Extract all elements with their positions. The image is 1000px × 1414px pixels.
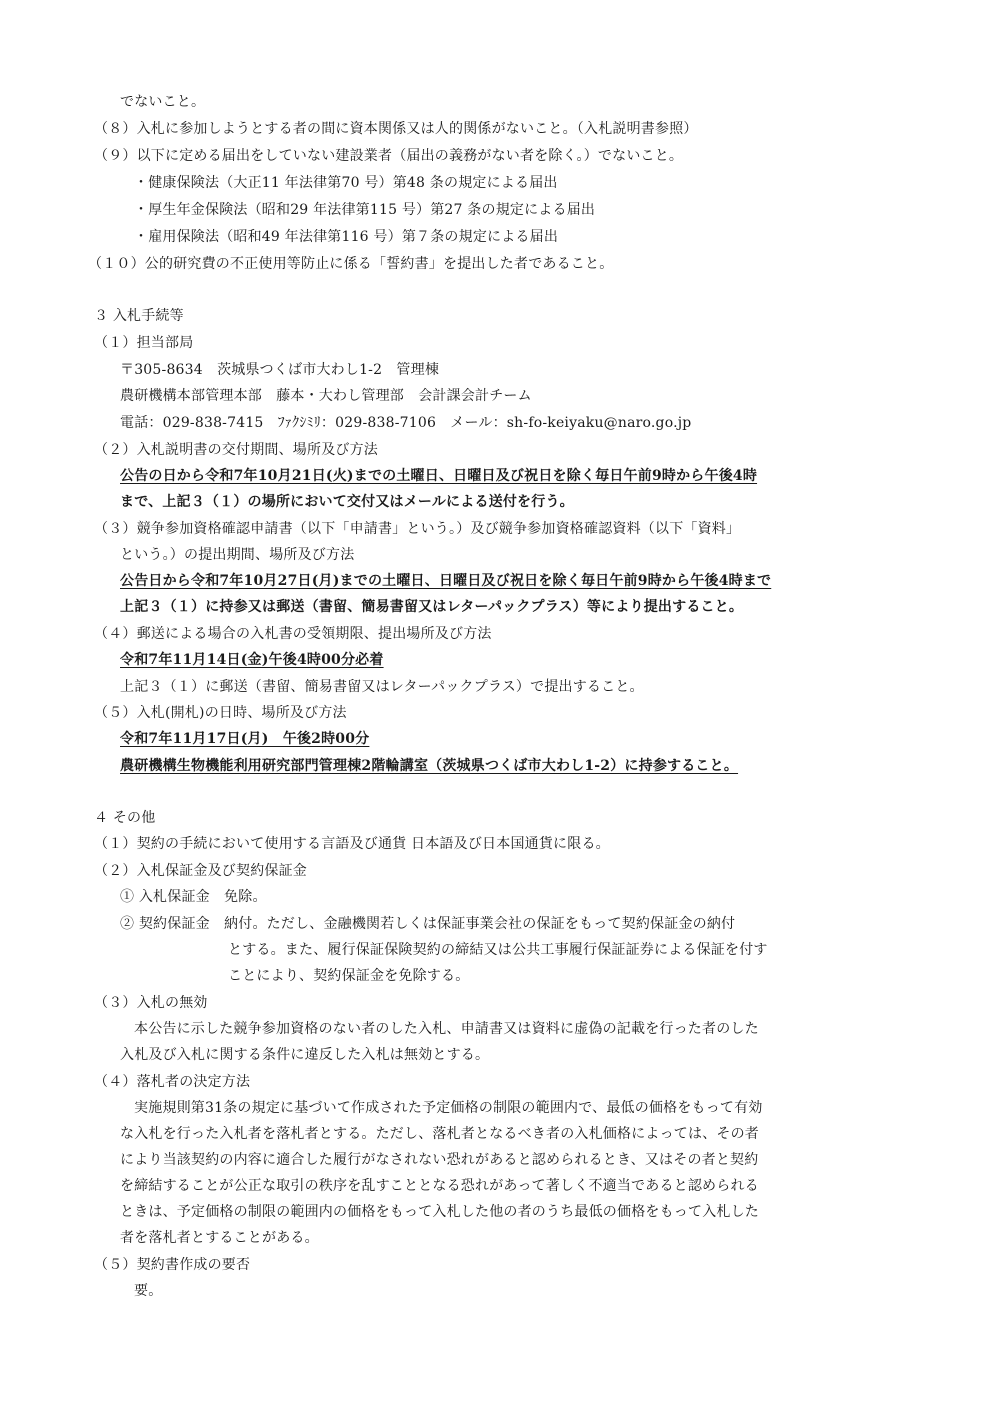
office-contact: 電話：029-838-7415 ﾌｧｸｼﾐﾘ：029-838-7106 メール：sh-fo-keiyaku@naro.go.jp — [120, 415, 692, 431]
distribution-method: まで、上記３（１）の場所において交付又はメールによる送付を行う。 — [120, 494, 574, 510]
bid-bond: ① 入札保証金 免除。 — [120, 889, 267, 905]
section-3-5-heading: （５）入札(開札)の日時、場所及び方法 — [94, 705, 347, 721]
section-4-4-heading: （４）落札者の決定方法 — [94, 1074, 251, 1090]
award-line-6: 者を落札者とすることがある。 — [120, 1230, 319, 1246]
item-9: （９）以下に定める届出をしていない建設業者（届出の義務がない者を除く。）でないこと。 — [94, 148, 684, 164]
submission-period: 公告日から令和7年10月27日(月)までの土曜日、日曜日及び祝日を除く毎日午前9時から午後4時まで — [120, 573, 772, 589]
item-8: （８）入札に参加しようとする者の間に資本関係又は人的関係がないこと。（入札説明書参照） — [94, 121, 698, 137]
item-9-employment-insurance: ・雇用保険法（昭和49 年法律第116 号）第７条の規定による届出 — [134, 229, 559, 245]
section-3-heading: ３ 入札手続等 — [94, 308, 184, 324]
section-4-1: （１）契約の手続において使用する言語及び通貨 日本語及び日本国通貨に限る。 — [94, 836, 610, 852]
office-department: 農研機構本部管理本部 藤本・大わし管理部 会計課会計チーム — [120, 388, 532, 404]
section-3-4-heading: （４）郵送による場合の入札書の受領期限、提出場所及び方法 — [94, 626, 492, 642]
invalid-bid-line-1: 本公告に示した競争参加資格のない者のした入札、申請書又は資料に虚偽の記載を行った者のした — [134, 1021, 759, 1037]
section-4-heading: ４ その他 — [94, 810, 156, 826]
bid-opening-place: 農研機構生物機能利用研究部門管理棟2階輪講室（茨城県つくば市大わし1-2）に持参すること。 — [120, 758, 739, 774]
section-3-1-heading: （１）担当部局 — [94, 335, 194, 351]
section-3-2-heading: （２）入札説明書の交付期間、場所及び方法 — [94, 442, 378, 458]
mail-method: 上記３（１）に郵送（書留、簡易書留又はレターパックプラス）で提出すること。 — [120, 679, 644, 695]
contract-bond-line-1: ② 契約保証金 納付。ただし、金融機関若しくは保証事業会社の保証をもって契約保証金の納付 — [120, 916, 736, 932]
item-9-health-insurance: ・健康保険法（大正11 年法律第70 号）第48 条の規定による届出 — [134, 175, 558, 191]
section-4-3-heading: （３）入札の無効 — [94, 995, 208, 1011]
award-line-5: ときは、予定価格の制限の範囲内の価格をもって入札した他の者のうち最低の価格をもって入札した — [120, 1204, 759, 1220]
invalid-bid-line-2: 入札及び入札に関する条件に違反した入札は無効とする。 — [120, 1047, 490, 1063]
item-9-pension-insurance: ・厚生年金保険法（昭和29 年法律第115 号）第27 条の規定による届出 — [134, 202, 596, 218]
office-address: 〒305-8634 茨城県つくば市大わし1-2 管理棟 — [120, 362, 440, 378]
distribution-period: 公告の日から令和7年10月21日(火)までの土曜日、日曜日及び祝日を除く毎日午前9時から午後4時 — [120, 468, 758, 484]
contract-bond-line-3: ことにより、契約保証金を免除する。 — [228, 968, 470, 984]
contract-bond-line-2: とする。また、履行保証保険契約の締結又は公共工事履行保証証券による保証を付す — [228, 942, 768, 958]
submission-method: 上記３（１）に持参又は郵送（書留、簡易書留又はレターパックプラス）等により提出すること。 — [120, 599, 744, 615]
item-10: （１０）公的研究費の不正使用等防止に係る「誓約書」を提出した者であること。 — [88, 256, 614, 272]
section-3-3-heading-cont: という。）の提出期間、場所及び方法 — [120, 547, 355, 563]
mail-deadline: 令和7年11月14日(金)午後4時00分必着 — [120, 652, 384, 668]
contract-required: 要。 — [134, 1283, 163, 1299]
section-4-5-heading: （５）契約書作成の要否 — [94, 1257, 251, 1273]
award-line-2: な入札を行った入札者を落札者とする。ただし、落札者となるべき者の入札価格によっては、その者 — [120, 1126, 759, 1142]
bid-opening-datetime: 令和7年11月17日(月) 午後2時00分 — [120, 731, 370, 747]
award-line-4: を締結することが公正な取引の秩序を乱すこととなる恐れがあって著しく不適当であると認められる — [120, 1178, 759, 1194]
award-line-3: により当該契約の内容に適合した履行がなされない恐れがあると認められるとき、又はその者と契約 — [120, 1152, 759, 1168]
section-4-2-heading: （２）入札保証金及び契約保証金 — [94, 863, 307, 879]
section-3-3-heading: （３）競争参加資格確認申請書（以下「申請書」という。）及び競争参加資格確認資料（以下「資料」 — [94, 521, 741, 537]
continued-text: でないこと。 — [120, 94, 206, 110]
award-line-1: 実施規則第31条の規定に基づいて作成された予定価格の制限の範囲内で、最低の価格をもって有効 — [134, 1100, 763, 1116]
